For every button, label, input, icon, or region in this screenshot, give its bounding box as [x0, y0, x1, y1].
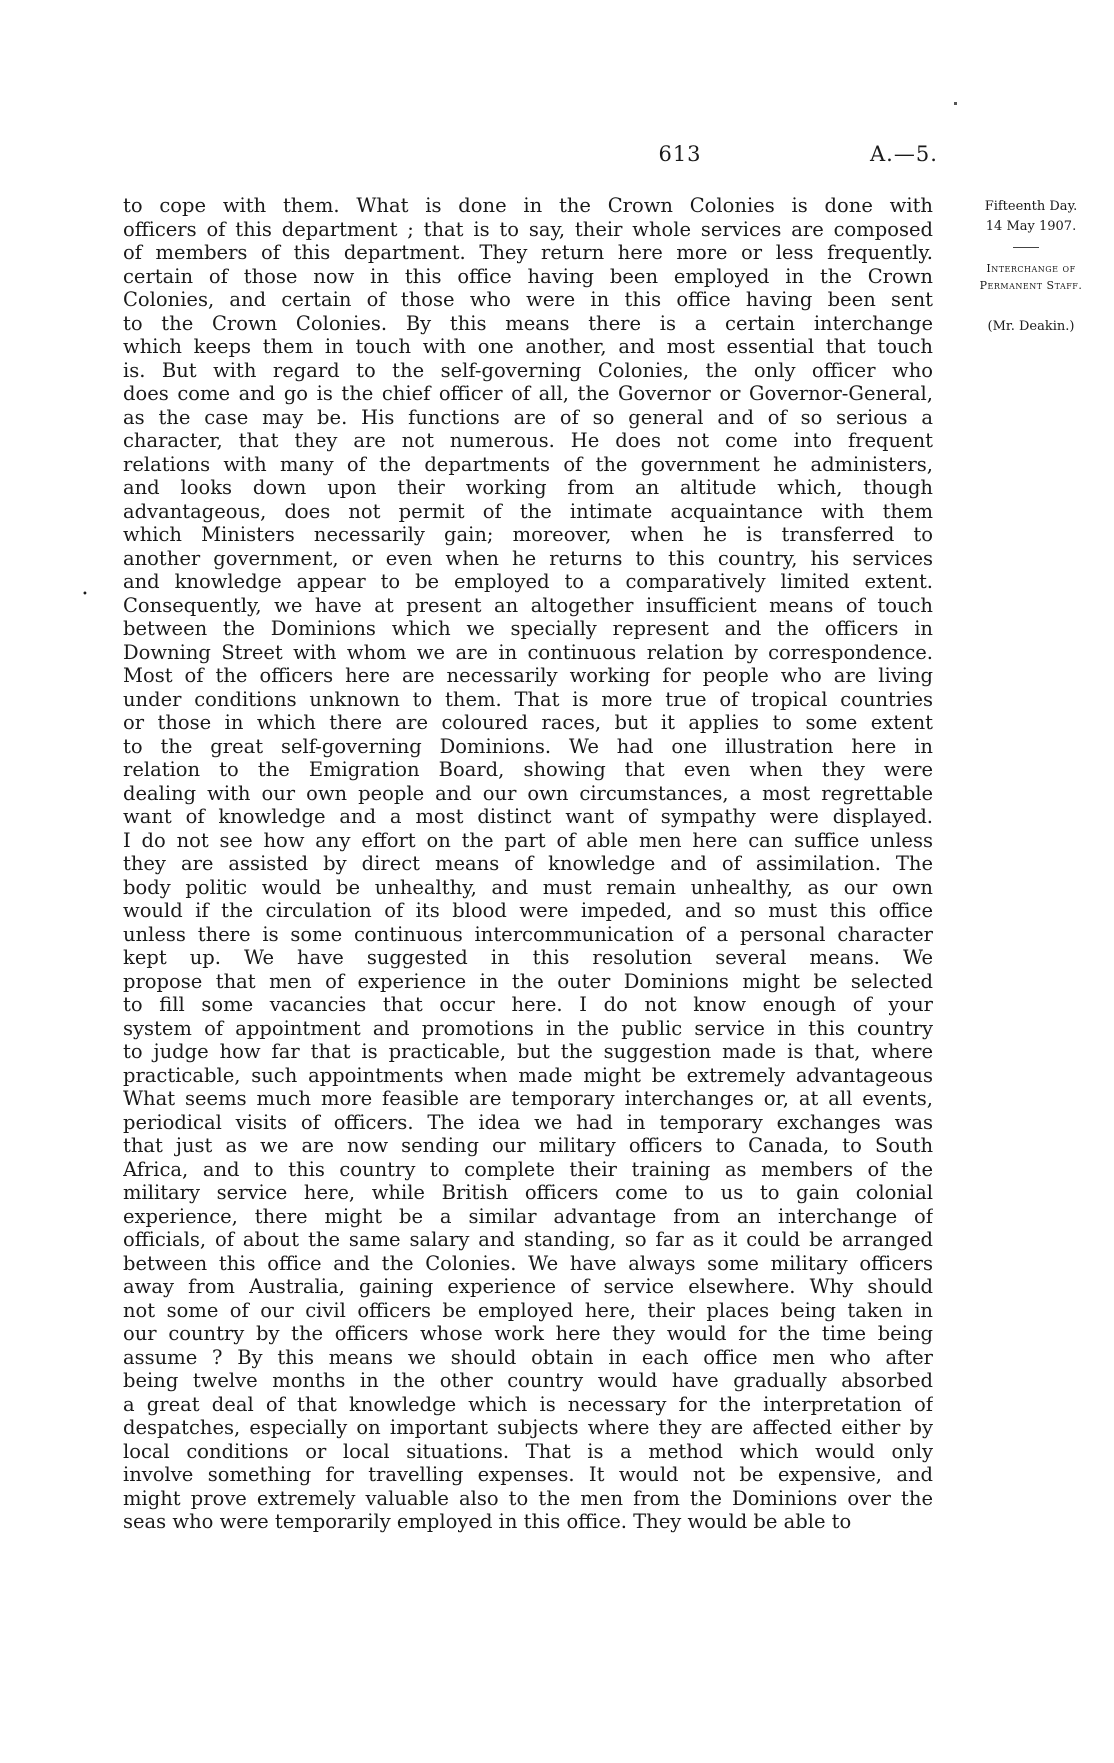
margin-note-speaker: (Mr. Deakin.)	[987, 319, 1075, 334]
body-line: to judge how far that is practicable, but the suggestion made is that, where	[123, 1040, 933, 1063]
body-line: local conditions or local situations. That is a method which would only	[123, 1439, 933, 1463]
body-line: our country by the officers whose work here they would for the time being	[123, 1322, 933, 1345]
body-line: of members of this department. They return here more or less frequently.	[123, 241, 933, 264]
body-line: away from Australia, gaining experience of service elsewhere. Why should	[123, 1275, 933, 1298]
body-line: unless there is some continuous intercommunication of a personal character	[123, 922, 933, 946]
body-line: as the case may be. His functions are of so general and of so serious a	[123, 405, 933, 429]
body-line: periodical visits of officers. The idea we had in temporary exchanges was	[123, 1110, 933, 1134]
body-line: military service here, while British officers come to us to gain colonial	[123, 1181, 933, 1204]
body-line: which keeps them in touch with one another, and most essential that touch	[123, 335, 933, 358]
body-line: which Ministers necessarily gain; moreover, when he is transferred to	[123, 523, 933, 546]
body-line: and knowledge appear to be employed to a comparatively limited extent.	[123, 570, 933, 593]
document-reference: A.—5.	[870, 142, 938, 166]
body-line: a great deal of that knowledge which is necessary for the interpretation of	[123, 1392, 933, 1416]
body-line: being twelve months in the other country would have gradually absorbed	[123, 1369, 933, 1392]
margin-divider	[1013, 247, 1039, 248]
body-line: that just as we are now sending our military officers to Canada, to South	[123, 1134, 933, 1157]
margin-note-day: Fifteenth Day.	[984, 199, 1078, 214]
body-line: What seems much more feasible are temporary interchanges or, at all events,	[123, 1087, 933, 1110]
body-line: relation to the Emigration Board, showing that even when they were	[123, 758, 933, 781]
body-line: officials, of about the same salary and standing, so far as it could be arranged	[123, 1228, 933, 1251]
body-line: or those in which there are coloured races, but it applies to some extent	[123, 711, 933, 734]
body-line: Most of the officers here are necessarily working for people who are living	[123, 664, 933, 687]
body-line: character, that they are not numerous. He does not come into frequent	[123, 429, 933, 452]
body-line: system of appointment and promotions in the public service in this country	[123, 1016, 933, 1040]
body-line: to the great self-governing Dominions. We had one illustration here in	[123, 734, 933, 758]
body-line: practicable, such appointments when made might be extremely advantageous	[123, 1063, 933, 1087]
body-line: between the Dominions which we specially represent and the officers in	[123, 617, 933, 640]
body-line: propose that men of experience in the outer Dominions might be selected	[123, 969, 933, 993]
body-line: between this office and the Colonies. We have always some military officers	[123, 1251, 933, 1275]
scan-speck	[954, 102, 957, 105]
body-line: to the Crown Colonies. By this means there is a certain interchange	[123, 311, 933, 335]
body-line: I do not see how any effort on the part of able men here can suffice unless	[123, 828, 933, 852]
body-line: assume ? By this means we should obtain in each office men who after	[123, 1345, 933, 1369]
body-line: dealing with our own people and our own circumstances, a most regrettable	[123, 781, 933, 805]
body-line: Colonies, and certain of those who were in this office having been sent	[123, 288, 933, 311]
body-line: Consequently, we have at present an altogether insufficient means of touch	[123, 593, 933, 617]
body-line: Downing Street with whom we are in continuous relation by correspondence.	[123, 640, 933, 664]
body-line: to cope with them. What is done in the Crown Colonies is done with	[123, 194, 933, 217]
body-line: kept up. We have suggested in this resolution several means. We	[123, 946, 933, 969]
body-line: certain of those now in this office having been employed in the Crown	[123, 264, 933, 288]
body-line: involve something for travelling expenses. It would not be expensive, and	[123, 1463, 933, 1486]
margin-note-topic	[956, 260, 1106, 294]
body-line: want of knowledge and a most distinct want of sympathy were displayed.	[123, 805, 933, 828]
body-line: officers of this department ; that is to say, their whole services are composed	[123, 217, 933, 241]
body-line: body politic would be unhealthy, and must remain unhealthy, as our own	[123, 875, 933, 899]
margin-bullet-mark: •	[82, 589, 88, 600]
body-line: seas who were temporarily employed in this office. They would be able to	[123, 1510, 852, 1533]
margin-note-topic-text: Interchange of Permanent Staff.	[979, 262, 1083, 292]
body-line: experience, there might be a similar advantage from an interchange of	[123, 1204, 933, 1228]
body-line: they are assisted by direct means of knowledge and of assimilation. The	[123, 852, 933, 875]
body-line: does come and go is the chief officer of all, the Governor or Governor-General,	[123, 382, 933, 405]
body-line: relations with many of the departments of the government he administers,	[123, 452, 933, 476]
body-line: to fill some vacancies that occur here. I do not know enough of your	[123, 993, 933, 1016]
body-line: another government, or even when he returns to this country, his services	[123, 546, 933, 570]
margin-note-date: 14 May 1907.	[985, 219, 1077, 234]
body-text	[123, 194, 933, 1534]
body-line: advantageous, does not permit of the intimate acquaintance with them	[123, 499, 933, 523]
body-line: might prove extremely valuable also to the men from the Dominions over the	[123, 1486, 933, 1510]
body-line: despatches, especially on important subjects where they are affected either by	[123, 1416, 933, 1439]
body-line: Africa, and to this country to complete their training as members of the	[123, 1157, 933, 1181]
body-line: not some of our civil officers be employed here, their places being taken in	[123, 1298, 933, 1322]
body-line: and looks down upon their working from an altitude which, though	[123, 476, 933, 499]
body-line: is. But with regard to the self-governing Colonies, the only officer who	[123, 358, 933, 382]
page-number: 613	[658, 142, 702, 166]
body-line: under conditions unknown to them. That is more true of tropical countries	[123, 687, 933, 711]
body-line: would if the circulation of its blood were impeded, and so must this office	[123, 899, 933, 922]
